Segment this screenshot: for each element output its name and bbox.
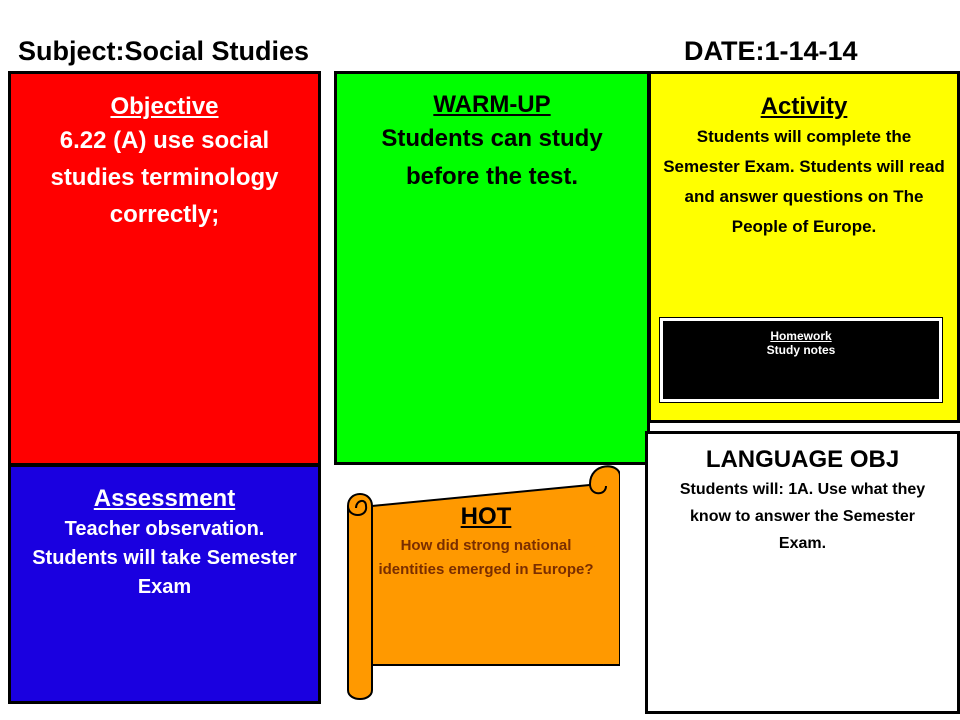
date-label: DATE:1-14-14 (684, 36, 858, 66)
warmup-text: Students can study before the test. (381, 125, 603, 190)
language-objective-panel (645, 431, 960, 714)
hot-question-box (370, 500, 602, 582)
assessment-panel (8, 464, 321, 704)
assessment-text: Teacher observation. Students will take Semester Exam (32, 518, 297, 598)
activity-title: Activity (760, 93, 848, 120)
objective-title: Objective (110, 93, 219, 120)
subject-label: Subject:Social Studies (18, 36, 310, 66)
hot-question: How did strong national identities emerged in Europe? (378, 537, 594, 578)
homework-box (660, 318, 942, 402)
language-title: LANGUAGE OBJ (705, 446, 900, 473)
hot-title: HOT (460, 503, 512, 530)
warmup-panel (334, 71, 650, 465)
language-text: Students will: 1A. Use what they know to answer the Semester Exam. (679, 481, 926, 552)
activity-text: Students will complete the Semester Exam. Students will read and answer questions on The People of Europe. (663, 127, 945, 236)
objective-panel (8, 71, 321, 466)
homework-title: Homework (770, 329, 832, 343)
assessment-title: Assessment (93, 485, 236, 512)
warmup-title: WARM-UP (433, 91, 551, 118)
homework-text: Study notes (766, 343, 836, 357)
objective-text: 6.22 (A) use social studies terminology correctly; (50, 127, 279, 228)
